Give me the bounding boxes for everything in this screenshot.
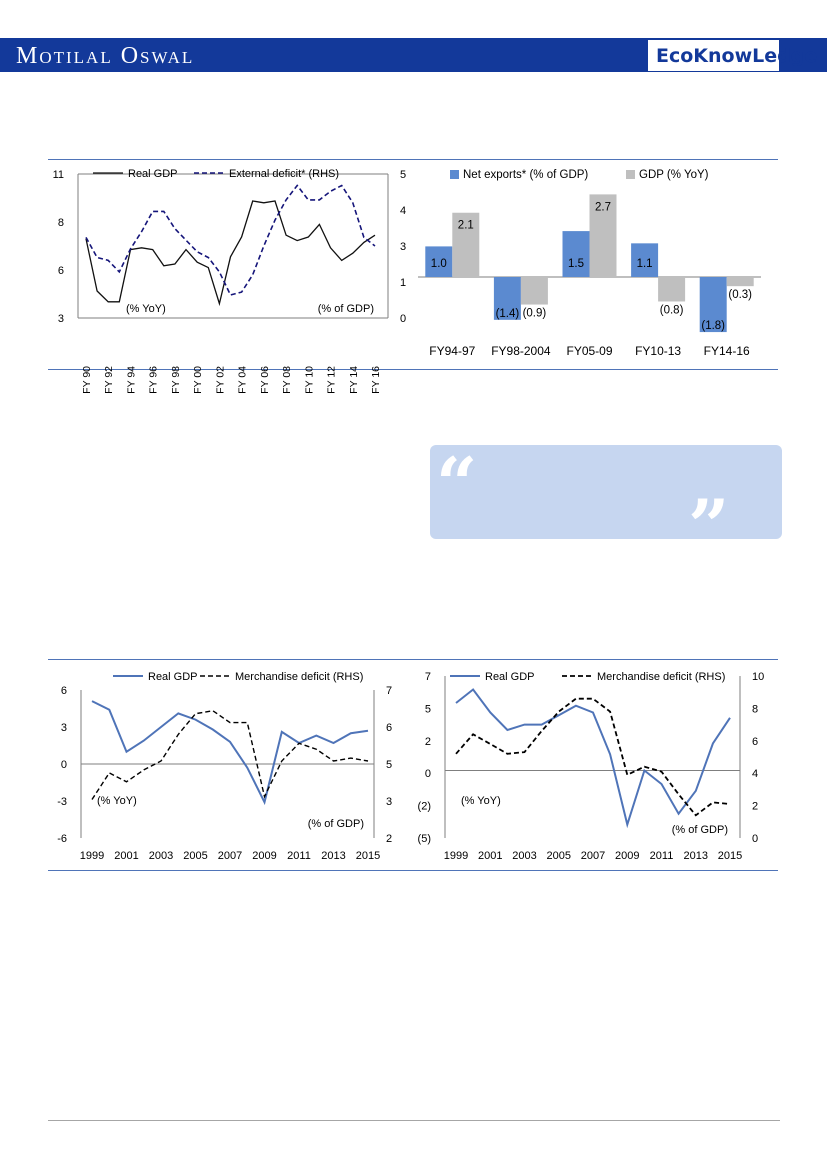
legend-label: Merchandise deficit (RHS) — [597, 671, 726, 683]
y-left-tick-label: 0 — [60, 759, 67, 771]
bar-gdp — [658, 277, 685, 301]
y-right-tick-label: 5 — [400, 169, 407, 181]
x-tick-label: 2007 — [217, 850, 243, 862]
x-tick-label: 1999 — [79, 850, 105, 862]
x-tick-label: 1999 — [443, 850, 469, 862]
bar-data-label: (1.8) — [701, 320, 726, 333]
chart-gdp-merchandise-deficit-b — [410, 660, 780, 870]
series-line-1 — [92, 701, 368, 802]
x-tick-label: FY 10 — [303, 366, 316, 394]
x-tick-label: FY 04 — [236, 366, 249, 394]
x-tick-label: FY 12 — [325, 366, 338, 394]
bar-data-label: 2.1 — [457, 219, 474, 232]
bar-data-label: 1.0 — [430, 258, 447, 270]
y-right-tick-label: 3 — [400, 241, 407, 253]
y-right-tick-label: 4 — [400, 205, 407, 217]
y-left-unit-label: (% YoY) — [126, 303, 166, 315]
legend-swatch — [450, 170, 459, 179]
y-right-tick-label: 6 — [752, 735, 759, 748]
x-tick-label: 2001 — [478, 850, 503, 862]
legend-label: GDP (% YoY) — [639, 169, 709, 181]
y-right-tick-label: 4 — [752, 768, 759, 781]
bar-data-label: 2.7 — [595, 201, 611, 214]
x-tick-label: FY 96 — [147, 366, 160, 394]
x-tick-label: FY 90 — [81, 366, 93, 394]
x-tick-label: 2013 — [683, 850, 708, 862]
legend-swatch — [626, 170, 635, 179]
legend-label: Net exports* (% of GDP) — [463, 169, 589, 181]
y-left-tick-label: 3 — [60, 722, 67, 734]
x-tick-label: FY 00 — [192, 366, 205, 394]
y-left-tick-label: 11 — [52, 169, 64, 181]
bar-gdp — [727, 277, 754, 286]
y-left-tick-label: 8 — [57, 217, 64, 229]
x-category-label: FY05-09 — [566, 344, 613, 358]
open-quote-icon: “ — [436, 441, 478, 526]
y-right-tick-label: 10 — [752, 671, 765, 683]
x-tick-label: FY 16 — [370, 366, 382, 394]
y-right-unit-label: (% of GDP) — [307, 818, 364, 830]
x-tick-label: 2009 — [615, 850, 640, 862]
y-left-tick-label: -3 — [57, 796, 67, 808]
y-right-tick-label: 0 — [752, 833, 759, 845]
x-tick-label: FY 08 — [281, 366, 294, 394]
x-tick-label: 2015 — [355, 850, 381, 862]
x-tick-label: FY 94 — [125, 366, 138, 394]
legend-label: Real GDP — [485, 671, 535, 683]
bar-data-label: (1.4) — [495, 307, 520, 320]
y-left-tick-label: 2 — [424, 735, 431, 748]
bar-data-label: (0.8) — [659, 304, 684, 317]
legend-label: External deficit* (RHS) — [229, 168, 340, 180]
y-left-tick-label: 6 — [60, 685, 67, 697]
y-left-tick-label: 5 — [424, 703, 431, 716]
y-right-tick-label: 6 — [386, 722, 393, 734]
series-line-2 — [86, 186, 375, 296]
y-left-unit-label: (% YoY) — [97, 795, 137, 807]
y-left-tick-label: 0 — [424, 768, 431, 781]
brand-name: Motilal Oswal — [16, 43, 195, 69]
bar-data-label: 1.5 — [568, 258, 584, 270]
x-category-label: FY94-97 — [429, 344, 476, 358]
x-tick-label: 2007 — [580, 850, 606, 862]
footer-rule — [48, 1120, 780, 1121]
exhibit2-bottom-rule — [48, 870, 778, 871]
x-tick-label: 2005 — [546, 850, 571, 862]
y-right-tick-label: 1 — [400, 277, 407, 289]
chart-gdp-external-deficit — [48, 160, 407, 394]
ecoknowledge-logo-text: EcoKnowLedge — [656, 45, 818, 67]
x-tick-label: FY 14 — [347, 366, 360, 394]
y-right-tick-label: 3 — [386, 796, 393, 808]
y-right-tick-label: 2 — [752, 800, 759, 813]
bar-data-label: 1.1 — [636, 258, 653, 270]
x-tick-label: 2005 — [183, 850, 208, 862]
bar-net-exports — [563, 231, 590, 277]
y-left-tick-label: 7 — [424, 671, 431, 683]
legend-label: Real GDP — [128, 168, 178, 180]
series-line-2 — [92, 711, 368, 800]
x-tick-label: 2009 — [252, 850, 277, 862]
close-quote-icon: ” — [688, 483, 730, 568]
y-left-tick-label: (2) — [417, 800, 431, 813]
bar-data-label: (0.9) — [522, 307, 547, 320]
x-tick-label: FY 02 — [214, 366, 227, 394]
x-category-label: FY98-2004 — [491, 344, 551, 358]
y-right-unit-label: (% of GDP) — [671, 824, 728, 836]
y-left-tick-label: 6 — [57, 265, 64, 277]
x-tick-label: FY 06 — [258, 366, 271, 394]
x-tick-label: 2013 — [321, 850, 346, 862]
chart-gdp-merchandise-deficit-a — [48, 660, 403, 870]
y-left-tick-label: -6 — [57, 833, 67, 845]
x-category-label: FY10-13 — [635, 344, 682, 358]
y-left-unit-label: (% YoY) — [461, 795, 501, 807]
y-right-unit-label: (% of GDP) — [317, 303, 374, 315]
x-tick-label: 2011 — [287, 850, 311, 862]
y-right-tick-label: 2 — [386, 833, 393, 845]
chart-net-exports-gdp — [410, 160, 780, 370]
x-tick-label: 2003 — [512, 850, 537, 862]
x-tick-label: 2001 — [114, 850, 139, 862]
x-tick-label: 2015 — [717, 850, 743, 862]
y-left-tick-label: (5) — [417, 833, 431, 845]
bar-data-label: (0.3) — [728, 289, 753, 302]
x-tick-label: FY 92 — [103, 366, 116, 394]
legend-label: Real GDP — [148, 671, 198, 683]
x-category-label: FY14-16 — [703, 344, 750, 358]
legend-label: Merchandise deficit (RHS) — [235, 671, 364, 683]
x-tick-label: 2003 — [148, 850, 174, 862]
y-right-tick-label: 7 — [386, 685, 393, 697]
x-tick-label: 2011 — [649, 850, 674, 862]
bar-gdp — [521, 277, 548, 305]
y-right-tick-label: 5 — [386, 759, 393, 771]
y-left-tick-label: 3 — [57, 313, 64, 325]
y-right-tick-label: 8 — [752, 703, 759, 716]
y-right-tick-label: 0 — [400, 313, 407, 325]
x-tick-label: FY 98 — [169, 366, 182, 394]
